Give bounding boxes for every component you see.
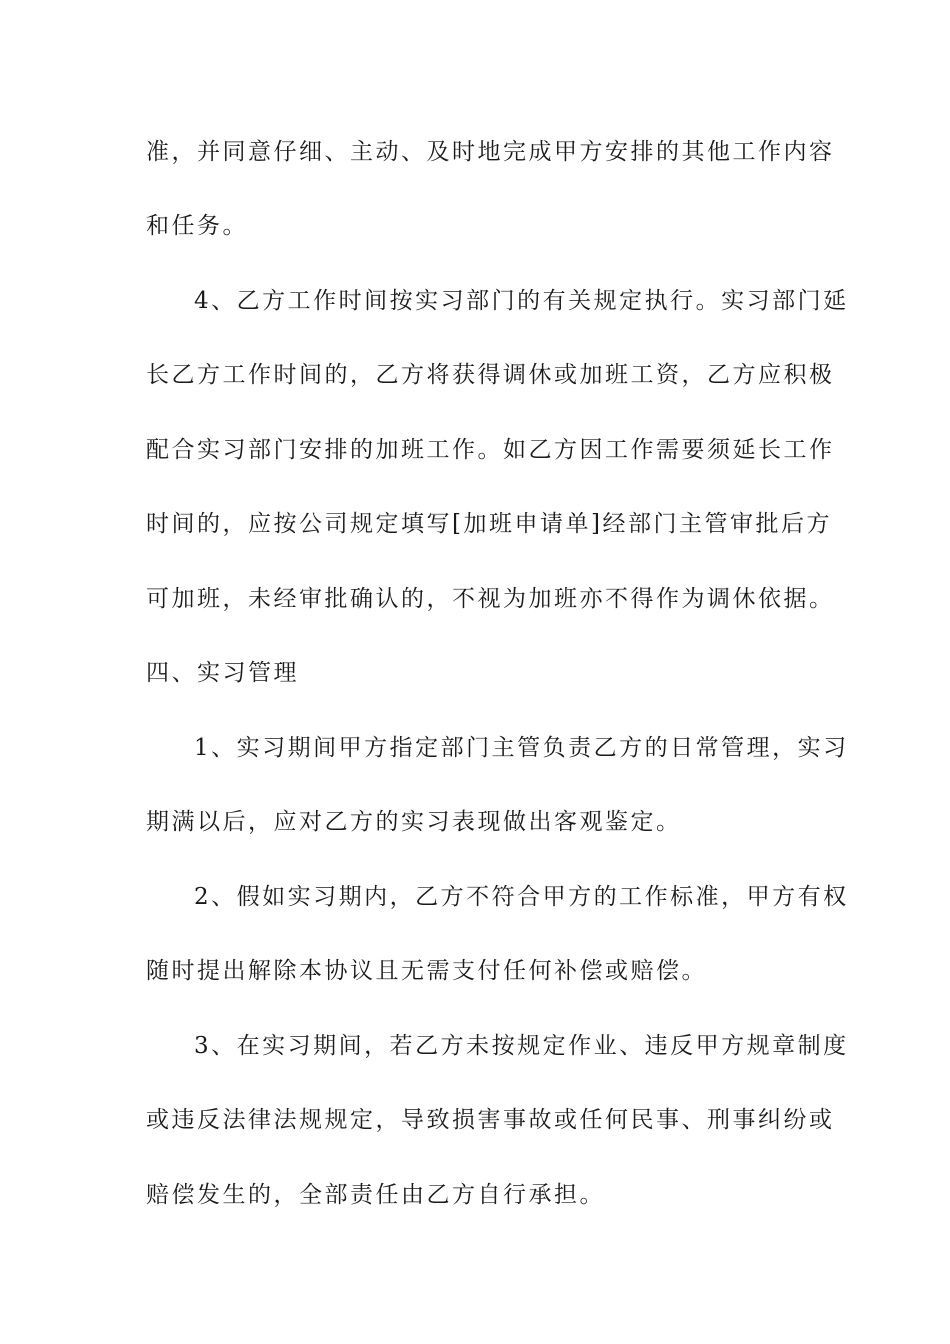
- paragraph-line: 长乙方工作时间的，乙方将获得调休或加班工资，乙方应积极: [146, 362, 835, 388]
- section-heading: 四、实习管理: [146, 660, 299, 686]
- paragraph-line: 和任务。: [146, 213, 248, 239]
- paragraph-line: 3、在实习期间，若乙方未按规定作业、违反甲方规章制度: [194, 1033, 849, 1059]
- paragraph-line: 赔偿发生的，全部责任由乙方自行承担。: [146, 1182, 605, 1208]
- paragraph-line: 随时提出解除本协议且无需支付任何补偿或赔偿。: [146, 958, 707, 984]
- paragraph-line: 可加班，未经审批确认的，不视为加班亦不得作为调休依据。: [146, 586, 835, 612]
- paragraph-line: 配合实习部门安排的加班工作。如乙方因工作需要须延长工作: [146, 437, 835, 463]
- paragraph-line: 准，并同意仔细、主动、及时地完成甲方安排的其他工作内容: [146, 139, 835, 165]
- paragraph-line: 时间的，应按公司规定填写[加班申请单]经部门主管审批后方: [146, 511, 832, 537]
- paragraph-line: 1、实习期间甲方指定部门主管负责乙方的日常管理，实习: [194, 735, 849, 761]
- paragraph-line: 2、假如实习期内，乙方不符合甲方的工作标准，甲方有权: [194, 884, 849, 910]
- paragraph-line: 4、乙方工作时间按实习部门的有关规定执行。实习部门延: [194, 288, 849, 314]
- paragraph-line: 或违反法律法规规定，导致损害事故或任何民事、刑事纠纷或: [146, 1107, 835, 1133]
- paragraph-line: 期满以后，应对乙方的实习表现做出客观鉴定。: [146, 809, 682, 835]
